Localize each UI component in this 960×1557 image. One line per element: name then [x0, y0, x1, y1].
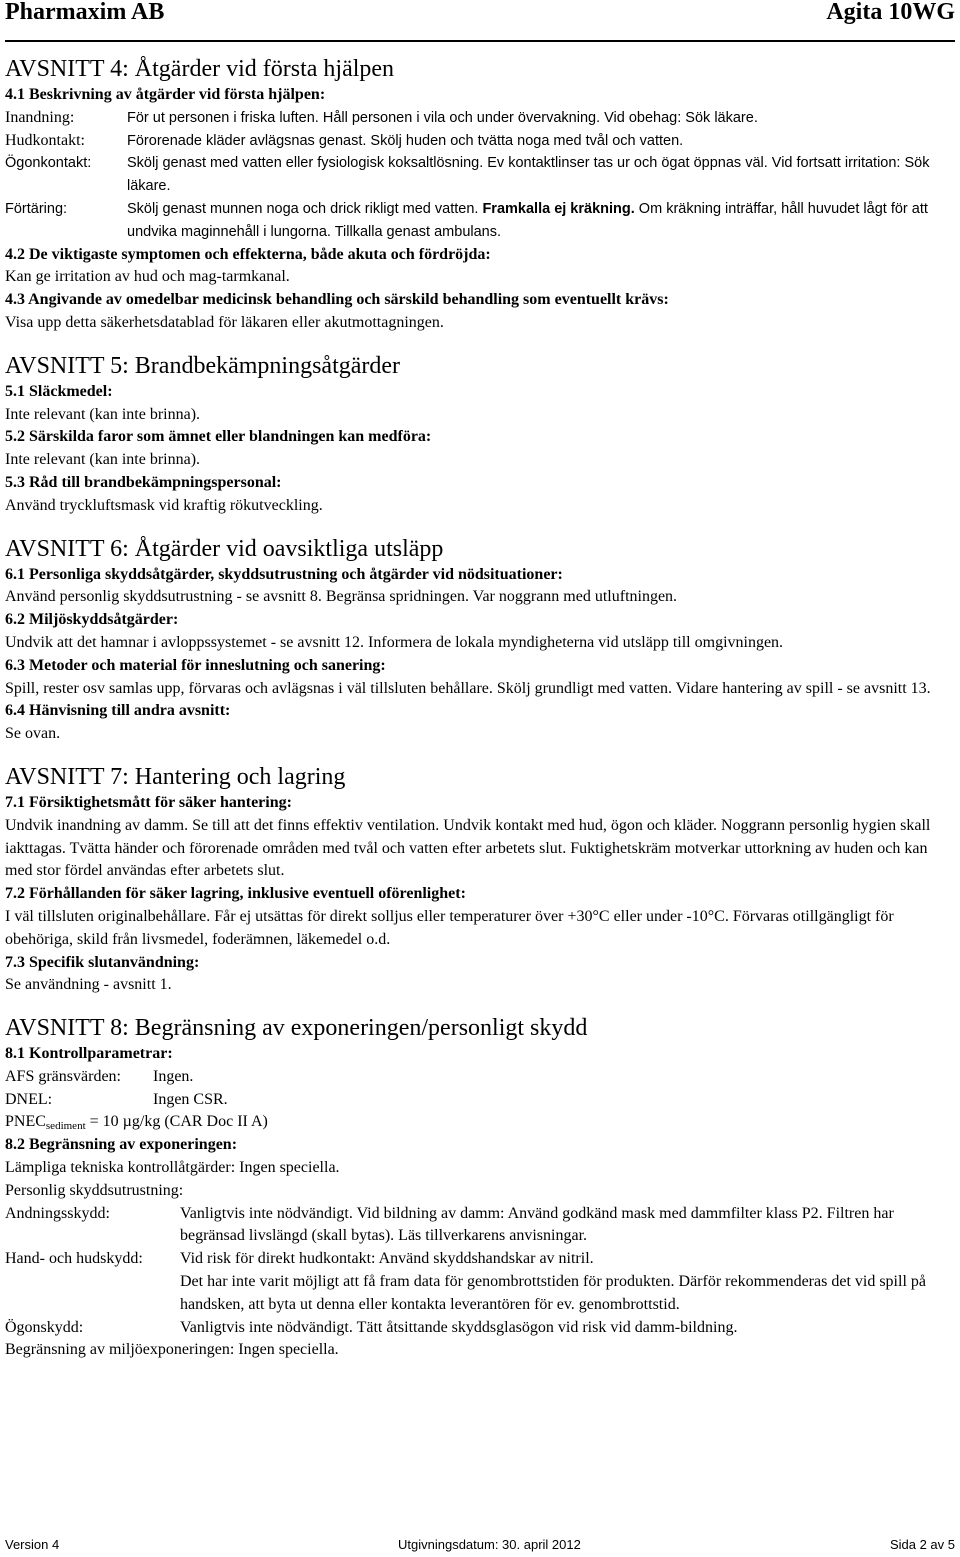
- section-title: AVSNITT 4: Åtgärder vid första hjälpen: [5, 56, 395, 82]
- row-text: [180, 1248, 955, 1316]
- row-text: Förorenade kläder avlägsnas genast. Skölj huden och tvätta noga med tvål och vatten.: [127, 132, 684, 149]
- subheading: 8.1 Kontrollparametrar:: [5, 1045, 173, 1063]
- row-label: Andningsskydd:: [5, 1204, 110, 1222]
- protection-row: [5, 1203, 955, 1249]
- pnec-label: PNEC: [5, 1113, 46, 1131]
- protection-row: [5, 1248, 955, 1316]
- body-text: Personlig skyddsutrustning:: [5, 1181, 184, 1199]
- document-page: [5, 0, 955, 1362]
- body-text: Begränsning av miljöexponeringen: Ingen speciella.: [5, 1341, 339, 1359]
- company-name: Pharmaxim AB: [5, 0, 165, 25]
- body-text: Inte relevant (kan inte brinna).: [5, 405, 201, 423]
- afs-line: [5, 1066, 955, 1089]
- row-label: Ögonkontakt:: [5, 155, 92, 172]
- section-8: [5, 1013, 955, 1362]
- afs-label: AFS gränsvärden:: [5, 1067, 121, 1085]
- row-text: Vanligtvis inte nödvändigt. Vid bildning av damm: Använd godkänd mask med dammfilter klass P2. Filtren har begränsad livslängd (skall bytas). Läs tillverkarens anvisningar.: [180, 1204, 894, 1245]
- body-text: Undvik att det hamnar i avloppssystemet - se avsnitt 12. Informera de lokala myndigheterna vid utsläpp till omgivningen.: [5, 633, 784, 651]
- row-label: Hudkontakt:: [5, 131, 85, 149]
- body-text: I väl tillsluten originalbehållare. Får ej utsättas för direkt solljus eller temperaturer över +30°C eller under -10°C. Förvaras otillgängligt för obehöriga, skild från livsmedel, foderämnen, läkemedel o.d.: [5, 907, 894, 948]
- row-text-line: Vid risk för direkt hudkontakt: Använd skyddshandskar av nitril.: [180, 1250, 594, 1268]
- row-text: [127, 198, 955, 244]
- section-title: AVSNITT 8: Begränsning av exponeringen/personligt skydd: [5, 1015, 588, 1042]
- subheading: 6.2 Miljöskyddsåtgärder:: [5, 611, 179, 629]
- section-title: AVSNITT 7: Hantering och lagring: [5, 763, 346, 790]
- row-label: Ögonskydd:: [5, 1318, 84, 1336]
- section-6: [5, 534, 955, 746]
- subheading: 4.2 De viktigaste symptomen och effekterna, både akuta och fördröjda:: [5, 245, 491, 263]
- subheading: 7.2 Förhållanden för säker lagring, inklusive eventuell oförenlighet:: [5, 885, 466, 903]
- footer-page: Sida 2 av 5: [889, 1537, 955, 1552]
- row-text: Vanligtvis inte nödvändigt. Tätt åtsittande skyddsglasögon vid risk vid damm-bildning.: [180, 1318, 738, 1336]
- afs-value: Ingen.: [153, 1067, 194, 1085]
- first-aid-row: [5, 198, 955, 244]
- subheading: 6.3 Metoder och material för inneslutning och sanering:: [5, 656, 386, 674]
- subheading: 4.3 Angivande av omedelbar medicinsk behandling och särskild behandling som eventuellt krävs:: [5, 291, 669, 309]
- row-label: Inandning:: [5, 108, 75, 126]
- first-aid-row: [5, 130, 955, 153]
- section-5: [5, 351, 955, 518]
- row-text: För ut personen i friska luften. Håll personen i vila och under övervakning. Vid obehag: Sök läkare.: [127, 109, 758, 126]
- row-text-part: Om kräkning inträffar, håll huvudet lågt för att undvika maginnehåll i lungorna. Tillkalla genast ambulans.: [127, 200, 928, 240]
- section-7: [5, 762, 955, 997]
- body-text: Använd personlig skyddsutrustning - se avsnitt 8. Begränsa spridningen. Var noggrann med utluftningen.: [5, 588, 678, 606]
- pnec-value: = 10 µg/kg (CAR Doc II A): [85, 1113, 268, 1131]
- body-text: Se ovan.: [5, 725, 61, 743]
- pnec-line: [5, 1111, 955, 1134]
- subheading: 7.1 Försiktighetsmått för säker hantering:: [5, 793, 292, 811]
- body-text: Inte relevant (kan inte brinna).: [5, 451, 201, 469]
- subheading: 5.1 Släckmedel:: [5, 382, 113, 400]
- row-label: Hand- och hudskydd:: [5, 1250, 143, 1268]
- footer-date: Utgivningsdatum: 30. april 2012: [398, 1537, 581, 1552]
- first-aid-row: [5, 152, 955, 198]
- subheading: 8.2 Begränsning av exponeringen:: [5, 1136, 238, 1154]
- body-text: Använd tryckluftsmask vid kraftig rökutveckling.: [5, 496, 323, 514]
- body-text: Spill, rester osv samlas upp, förvaras och avlägsnas i väl tillsluten behållare. Skölj grundligt med vatten. Vidare hantering av spill - se avsnitt 13.: [5, 679, 931, 697]
- body-text: Se användning - avsnitt 1.: [5, 976, 172, 994]
- row-label: Förtäring:: [5, 200, 68, 217]
- subheading: 5.3 Råd till brandbekämpningspersonal:: [5, 473, 282, 491]
- section-title: AVSNITT 6: Åtgärder vid oavsiktliga utsläpp: [5, 535, 444, 562]
- row-text-line: Det har inte varit möjligt att få fram data för genombrottstiden för produkten. Därför rekommenderas det vid spill på handsken, att byta ut denna eller kontakta leverantören för ev. genombrottstid.: [180, 1273, 926, 1313]
- pnec-subscript: sediment: [45, 1120, 86, 1133]
- row-text: Skölj genast med vatten eller fysiologisk koksaltlösning. Ev kontaktlinser tas ur och ögat öppnas väl. Vid fortsatt irritation: Sök läkare.: [127, 155, 930, 195]
- dnel-line: [5, 1089, 955, 1112]
- body-text: Lämpliga tekniska kontrollåtgärder: Ingen speciella.: [5, 1159, 340, 1177]
- protection-row: [5, 1317, 955, 1340]
- section-title: AVSNITT 5: Brandbekämpningsåtgärder: [5, 352, 401, 379]
- section-4: [5, 54, 955, 335]
- first-aid-row: [5, 107, 955, 130]
- subheading: 4.1 Beskrivning av åtgärder vid första hjälpen:: [5, 86, 326, 103]
- row-text-bold: Framkalla ej kräkning.: [482, 200, 635, 217]
- body-text: Undvik inandning av damm. Se till att det finns effektiv ventilation. Undvik kontakt med hud, ögon och kläder. Noggrann personlig hygien skall iakttagas. Tvätta händer och förorenade områden med tvål och vatten efter arbetets slut. Fuktighetskräm motverkar uttorkning av huden och kan med stor fördel användas efter arbetets slut.: [5, 816, 931, 880]
- body-text: Kan ge irritation av hud och mag-tarmkanal.: [5, 268, 290, 286]
- subheading: 7.3 Specifik slutanvändning:: [5, 953, 200, 971]
- dnel-value: Ingen CSR.: [153, 1090, 228, 1108]
- page-header: [5, 0, 955, 42]
- product-name: Agita 10WG: [826, 0, 955, 25]
- footer-version: Version 4: [5, 1537, 60, 1552]
- dnel-label: DNEL:: [5, 1090, 53, 1108]
- subheading: 6.1 Personliga skyddsåtgärder, skyddsutrustning och åtgärder vid nödsituationer:: [5, 565, 563, 583]
- subheading: 5.2 Särskilda faror som ämnet eller blandningen kan medföra:: [5, 428, 432, 446]
- row-text-part: Skölj genast munnen noga och drick rikligt med vatten.: [127, 200, 483, 217]
- body-text: Visa upp detta säkerhetsdatablad för läkaren eller akutmottagningen.: [5, 313, 444, 331]
- subheading: 6.4 Hänvisning till andra avsnitt:: [5, 702, 231, 720]
